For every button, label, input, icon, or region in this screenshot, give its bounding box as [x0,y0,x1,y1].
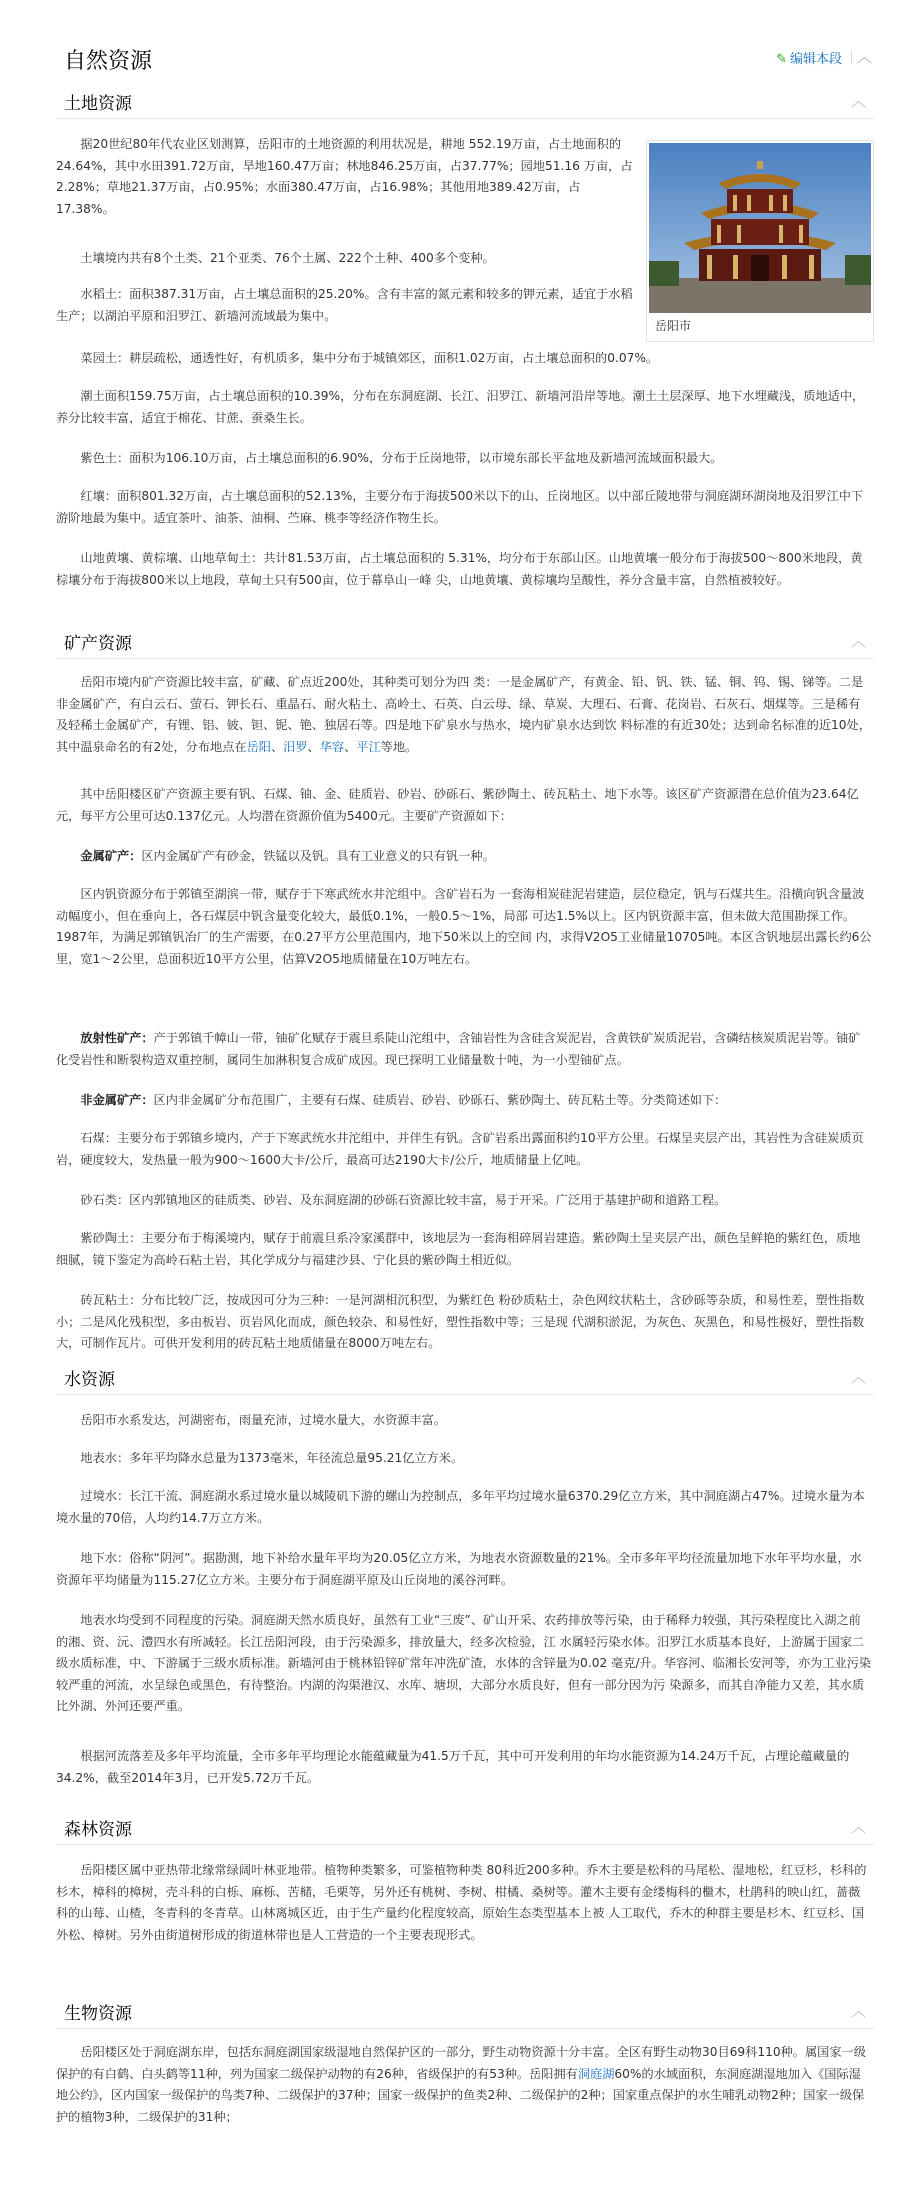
link-yueyang[interactable]: 岳阳 [246,739,271,754]
land-para-1: 据20世纪80年代农业区划测算，岳阳市的土地资源的利用状况是，耕地 552.19万亩，占土地面积的24.64%，其中水田391.72万亩，旱地160.47万亩；林地846.25万亩，占37.77%；园地51.16 万亩，占2.28%；草地21.37万亩，占0.95%；水面380.47万亩，占16.98%；其他用地389.42万亩，占17.38%。 [56,137,633,216]
water-para-2: 地表水：多年平均降水总量为1373毫米，年径流总量95.21亿立方米。 [80,1451,464,1465]
nonmetal-label: 非金属矿产： [80,1093,154,1107]
mineral-para-4: 区内钒资源分布于郭镇至湖滨一带，赋存于下寒武统水井沱组中。含矿岩石为 一套海相炭硅泥岩建造，层位稳定，钒与石煤共生。沿横向钒含量波动幅度小，但在垂向上，各石煤层中钒含量变化较大，最低0.1%，一般0.5～1%，局部 可达1.5%以上。区内钒资源丰富，但未做大范围勘探工作。1987年，为满足郭镇钒冶厂的生产需要，在0.27平方公里范围内，地下50米以上的空间 内，求得V2O5工业储量10705吨。本区含钒地层出露长约6公里，宽1～2公里，总面积近10平方公里，估算V2O5地质储量在10万吨左右。 [56,887,872,966]
section-header-mineral [56,626,874,659]
chevron-up-icon[interactable]: ︿ [850,1818,866,1836]
section-title: 水资源 [64,1370,115,1390]
mineral-para-3 [56,846,872,868]
forest-para-1: 岳阳楼区属中亚热带北缘常绿阔叶林亚地带。植物种类繁多，可鉴植物种类 80科近200多种。乔木主要是松科的马尾松、湿地松，红豆杉，杉科的杉木，樟科的樟树，壳斗科的白栎、麻栎、苦槠，毛栗等，另外还有桃树、李树、柑橘、桑树等。灌木主要有金缕梅科的檵木，杜鹃科的映山红，蔷薇科的山莓、山楂，冬青科的冬青草。山林离城区近，由于生产量约化程度较高，原始生态类型基本上被 人工取代，乔木的种群主要是杉木、红豆杉、国外松、樟树。另外由街道树形成的街道林带也是人工营造的一个主要表现形式。 [56,1863,867,1942]
separator: 、 [344,739,357,754]
metal-text: 区内金属矿产有砂金，铁锰以及钒。具有工业意义的只有钒一种。 [141,849,495,863]
link-pingjiang[interactable]: 平江 [356,739,381,754]
mineral-text: 岳阳市境内矿产资源比较丰富，矿藏、矿点近200处，其种类可划分为四 类：一是金属矿产，有黄金、铅、钒、铁、锰、铜、钨、锡、锑等。二是非金属矿产，有白云石、萤石、钾长石、重晶石、耐火粘土、高岭土、石英、白云母、绿、草炭、大理石、石膏、花岗岩、石灰石、烟煤等。三是稀有及轻稀土金属矿产，有锂、铝、铍、钽、铌、铯、独居石等。四是地下矿泉水与热水，境内矿泉水达到饮 料标准的有近30处；达到命名标准的近10处，其中温泉命名的有2处，分布地点在 [56,675,871,754]
edit-section-button[interactable] [776,48,842,67]
chevron-up-icon[interactable]: ︿ [850,92,866,110]
water-para-3: 过境水：长江干流、洞庭湖水系过境水量以城陵矶下游的螺山为控制点，多年平均过境水量6370.29亿立方米，其中洞庭湖占47%。过境水量为本境水量的70倍，人均约14.7万立方米。 [56,1489,865,1525]
separator: 、 [307,739,320,754]
photo-caption: 岳阳市 [655,319,692,333]
section-header-bio [56,1996,874,2029]
section-header-water [56,1362,874,1395]
land-para-5: 潮土面积159.75万亩，占土壤总面积的10.39%，分布在东洞庭湖、长江、汨罗江、新墙河沿岸等地。潮土土层深厚、地下水埋藏浅，质地适中，养分比较丰富，适宜于棉花、甘蔗、蚕桑生长。 [56,389,865,425]
radioactive-text: 产于郭镇千幛山一带，铀矿化赋存于震旦系陡山沱组中，含铀岩性为含硅含炭泥岩，含黄铁矿炭质泥岩，含磷结核炭质泥岩等。铀矿化受岩性和断裂构造双重控制，属同生加淋积复合成矿成因。现已探明工业储量数十吨，为一小型铀矿点。 [56,1031,861,1067]
bio-text-end: 60%的水域面积，东洞庭湖湿地加入《国际湿地公约》，区内国家一级保护的鸟类7种、二级保护的37种；国家一级保护的鱼类2种、二级保护的2种；国家重点保护的水生哺乳动物2种；国家一级保护的植物3种，二级保护的31种； [56,2066,865,2124]
bio-text: 岳阳楼区处于洞庭湖东岸，包括东洞庭湖国家级湿地自然保护区的一部分，野生动物资源十分丰富。全区有野生动物30目69科110种。属国家一级保护的有白鹤、白头鹤等11种，列为国家二级保护动物的有26种，省级保护的有53种。岳阳拥有 [56,2045,866,2081]
mineral-para-6 [56,1090,872,1112]
header [64,38,874,78]
section-header-land [56,86,874,119]
water-para-5: 地表水均受到不同程度的污染。洞庭湖天然水质良好，虽然有工业“三废”、矿山开采、农药排放等污染，由于稀释力较强，其污染程度比入湖之前的湘、资、沅、澧四水有所减轻。长江岳阳河段，由于污染源多，排放量大，经多次检验，江 水属轻污染水体。汨罗江水质基本良好，上游属于国家二级水质标准，中、下游属于三级水质标准。新墙河由于桃林铅锌矿常年冲洗矿渣，水体的含锌量为0.02 毫克/升。华容河、临湘长安河等，亦为工业污染较严重的河流，水呈绿色或黑色，有待整治。内湖的沟渠港汉、水库、塘坝，大部分水质良好，但有一部分因为污 染源多，而其自净能力又差，其水质比外湖、外河还要严重。 [56,1613,872,1713]
mineral-para-8: 砂石类：区内郭镇地区的硅质类、砂岩、及东洞庭湖的砂砾石资源比较丰富，易于开采。广泛用于基建护砌和道路工程。 [80,1193,727,1207]
collapse-button[interactable] [857,46,872,67]
metal-label: 金属矿产： [80,849,142,863]
mineral-para-2: 其中岳阳楼区矿产资源主要有钒、石煤、铀、金、硅质岩、砂岩、砂砾石、紫砂陶土、砖瓦粘土、地下水等。该区矿产资源潜在总价值为23.64亿元，每平方公里可达0.137亿元。人均潜在资源价值为5400元。主要矿产资源如下： [56,787,859,823]
photo-card[interactable] [646,140,874,342]
land-para-8: 山地黄壤、黄棕壤、山地草甸土：共计81.53万亩，占土壤总面积的 5.31%，均分布于东部山区。山地黄壤一般分布于海拔500～800米地段，黄棕壤分布于海拔800米以上地段，草甸土只有500亩，位于幕阜山一峰 尖，山地黄壤、黄棕壤均呈酸性，养分含量丰富，自然植被较好。 [56,551,863,587]
link-dongting-lake[interactable]: 洞庭湖 [577,2066,615,2081]
mineral-para-9: 紫砂陶土：主要分布于梅溪境内，赋存于前震旦系冷家溪群中，该地层为一套海相碎屑岩建造。紫砂陶土呈夹层产出，颜色呈鲜艳的紫红色，质地细腻，镜下鉴定为高岭石粘土岩，其化学成分与福建沙县、宁化县的紫砂陶土相近似。 [56,1231,861,1267]
land-para-6: 紫色土：面积为106.10万亩，占土壤总面积的6.90%，分布于丘岗地带，以市境东部长平盆地及新墙河流域面积最大。 [80,451,723,465]
nonmetal-text: 区内非金属矿分布范围广，主要有石煤、硅质岩、砂岩、砂砾石、紫砂陶土、砖瓦粘土等。分类简述如下： [153,1093,727,1107]
separator: 、 [270,739,284,754]
land-para-2: 土壤境内共有8个土类、21个亚类、76个土属、222个土种、400多个变种。 [80,251,495,265]
mineral-text-end: 等地。 [380,739,418,754]
bio-para-1 [56,2042,872,2128]
section-title: 生物资源 [64,2004,132,2024]
water-para-6: 根据河流落差及多年平均流量，全市多年平均理论水能蕴藏量为41.5万千瓦，其中可开发利用的年均水能资源为14.24万千瓦，占理论蕴藏量的34.2%，截至2014年3月，已开发5.72万千瓦。 [56,1749,850,1785]
link-huarong[interactable]: 华容 [319,739,345,754]
water-para-1: 岳阳市水系发达，河湖密布，雨量充沛，过境水量大，水资源丰富。 [80,1413,447,1427]
chevron-up-icon[interactable]: ︿ [850,2002,866,2020]
mineral-para-1 [56,672,872,758]
chevron-up-icon: ︿ [856,48,872,66]
section-title: 土地资源 [64,94,132,114]
pencil-icon: ✎ [776,52,787,67]
yueyang-tower-image[interactable] [649,143,871,313]
section-title: 矿产资源 [64,634,132,654]
radioactive-label: 放射性矿产： [80,1031,154,1045]
mineral-para-7: 石煤：主要分布于郭镇乡境内，产于下寒武统水井沱组中，并伴生有钒。含矿岩系出露面积约10平方公里。石煤呈夹层产出，其岩性为含硅炭质页岩，硬度较大，发热量一般为900～1600大卡/公斤，最高可达2190大卡/公斤，地质储量上亿吨。 [56,1131,864,1167]
land-para-7: 红壤：面积801.32万亩，占土壤总面积的52.13%，主要分布于海拔500米以下的山、丘岗地区。以中部丘陵地带与洞庭湖环湖岗地及汨罗江中下游阶地最为集中。适宜茶叶、油茶、油桐、苎麻、桃李等经济作物生长。 [56,489,864,525]
divider [851,50,852,64]
land-para-3: 水稻土：面积387.31万亩，占土壤总面积的25.20%。含有丰富的氮元素和较多的钾元素，适宜于水稻生产；以湖泊平原和汨罗江、新墙河流域最为集中。 [56,287,633,323]
mineral-para-5 [56,1028,872,1071]
edit-label: 编辑本段 [789,52,842,67]
land-para-4: 菜园土：耕层疏松，通透性好，有机质多，集中分布于城镇郊区，面积1.02万亩，占土壤总面积的0.07%。 [80,351,659,365]
link-miluo[interactable]: 汨罗 [283,739,308,754]
page-title: 自然资源 [64,49,153,74]
mineral-para-10: 砖瓦粘土：分布比较广泛，按成因可分为三种：一是河湖相沉积型，为紫红色 粉砂质粘土，杂色网纹状粘土，含砂砾等杂质，和易性差，塑性指数小；二是风化残积型，多由板岩、页岩风化而成，颜色较杂、和易性好，塑性指数中等；三是现 代湖积淤泥，为灰色、灰黑色，和易性极好，塑性指数大，可制作瓦片。可供开发利用的砖瓦粘土地质储量在8000万吨左右。 [56,1293,865,1350]
chevron-up-icon[interactable]: ︿ [850,1368,866,1386]
chevron-up-icon[interactable]: ︿ [850,632,866,650]
section-header-forest [56,1812,874,1845]
section-title: 森林资源 [64,1820,132,1840]
water-para-4: 地下水：俗称“阴河”。据勘测，地下补给水量年平均为20.05亿立方米，为地表水资源数量的21%。全市多年平均径流量加地下水年平均水量，水资源年平均储量为115.27亿立方米。主要分布于洞庭湖平原及山丘岗地的溪谷河畔。 [56,1551,862,1587]
